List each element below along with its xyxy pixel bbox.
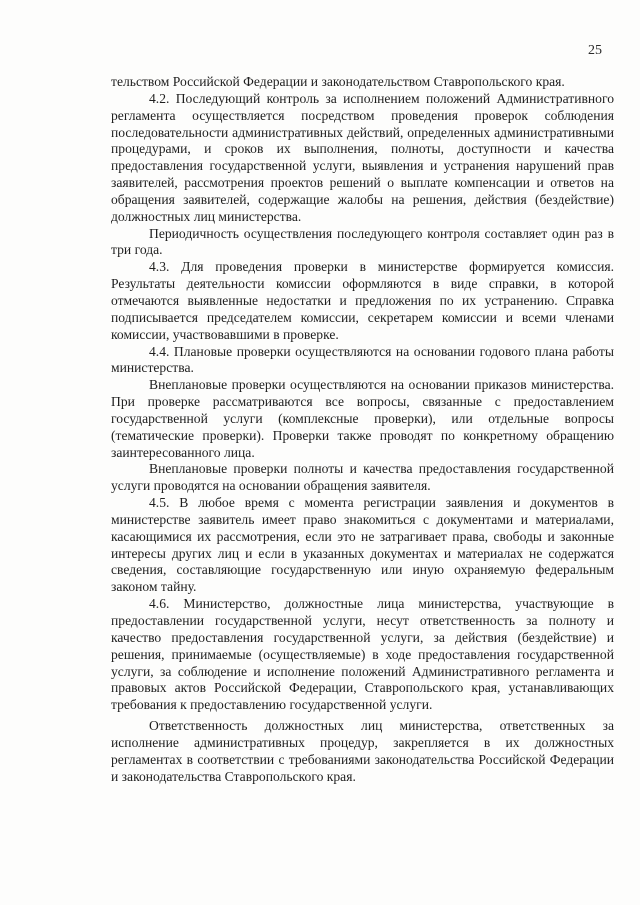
paragraph-4-6: 4.6. Министерство, должностные лица министерства, участвующие в предоставлении государственной услуги, несут ответственность за полноту и качество предоставления государственной услуги, за действия (бездействие) и решения, принимаемые (осуществляемые) в ходе предоставления государственной услуги, за соблюдение и исполнение положений Административного регламента и правовых актов Российской Федерации, Ставропольского края, устанавливающих требования к предоставлению государственной услуги. <box>111 596 614 713</box>
paragraph-4-2: 4.2. Последующий контроль за исполнением положений Административного регламента осуществляется посредством проведения проверок соблюдения последовательности административных действий, определенных административными процедурами, и сроков их выполнения, полноты, доступности и качества предоставления государственной услуги, выявления и устранения нарушений прав заявителей, рассмотрения проектов решений о выплате компенсации и ответов на обращения заявителей, содержащие жалобы на решения, действия (бездействие) должностных лиц министерства. <box>111 90 614 224</box>
paragraph-unscheduled-checks: Внеплановые проверки осуществляются на основании приказов министерства. При проверке рассматриваются все вопросы, связанные с предоставлением государственной услуги (комплексные проверки), или отдельные вопросы (тематические проверки). Проверки также проводят по конкретному обращению заинтересованного лица. <box>111 377 614 460</box>
document-body <box>111 74 614 785</box>
paragraph-periodicity: Периодичность осуществления последующего контроля составляет один раз в три года. <box>111 225 614 258</box>
paragraph-unscheduled-quality: Внеплановые проверки полноты и качества предоставления государственной услуги проводятся на основании обращения заявителя. <box>111 461 614 494</box>
page-number: 25 <box>588 43 602 58</box>
paragraph-4-5: 4.5. В любое время с момента регистрации заявления и документов в министерстве заявитель имеет право знакомиться с документами и материалами, касающимися их рассмотрения, если это не затрагивает права, свободы и законные интересы других лиц и если в указанных документах и материалах не содержатся сведения, составляющие государственную или иную охраняемую федеральным законом тайну. <box>111 495 614 595</box>
paragraph-4-4: 4.4. Плановые проверки осуществляются на основании годового плана работы министерства. <box>111 343 614 376</box>
paragraph-4-3: 4.3. Для проведения проверки в министерстве формируется комиссия. Результаты деятельности комиссии оформляются в виде справки, в которой отмечаются выявленные недостатки и предложения по их устранению. Справка подписывается председателем комиссии, секретарем комиссии и всеми членами комиссии, участвовавшими в проверке. <box>111 259 614 342</box>
paragraph-continuation: тельством Российской Федерации и законодательством Ставропольского края. <box>111 74 565 89</box>
paragraph-responsibility: Ответственность должностных лиц министерства, ответственных за исполнение административных процедур, закрепляется в их должностных регламентах в соответствии с требованиями законодательства Российской Федерации и законодательства Ставропольского края. <box>111 718 614 784</box>
